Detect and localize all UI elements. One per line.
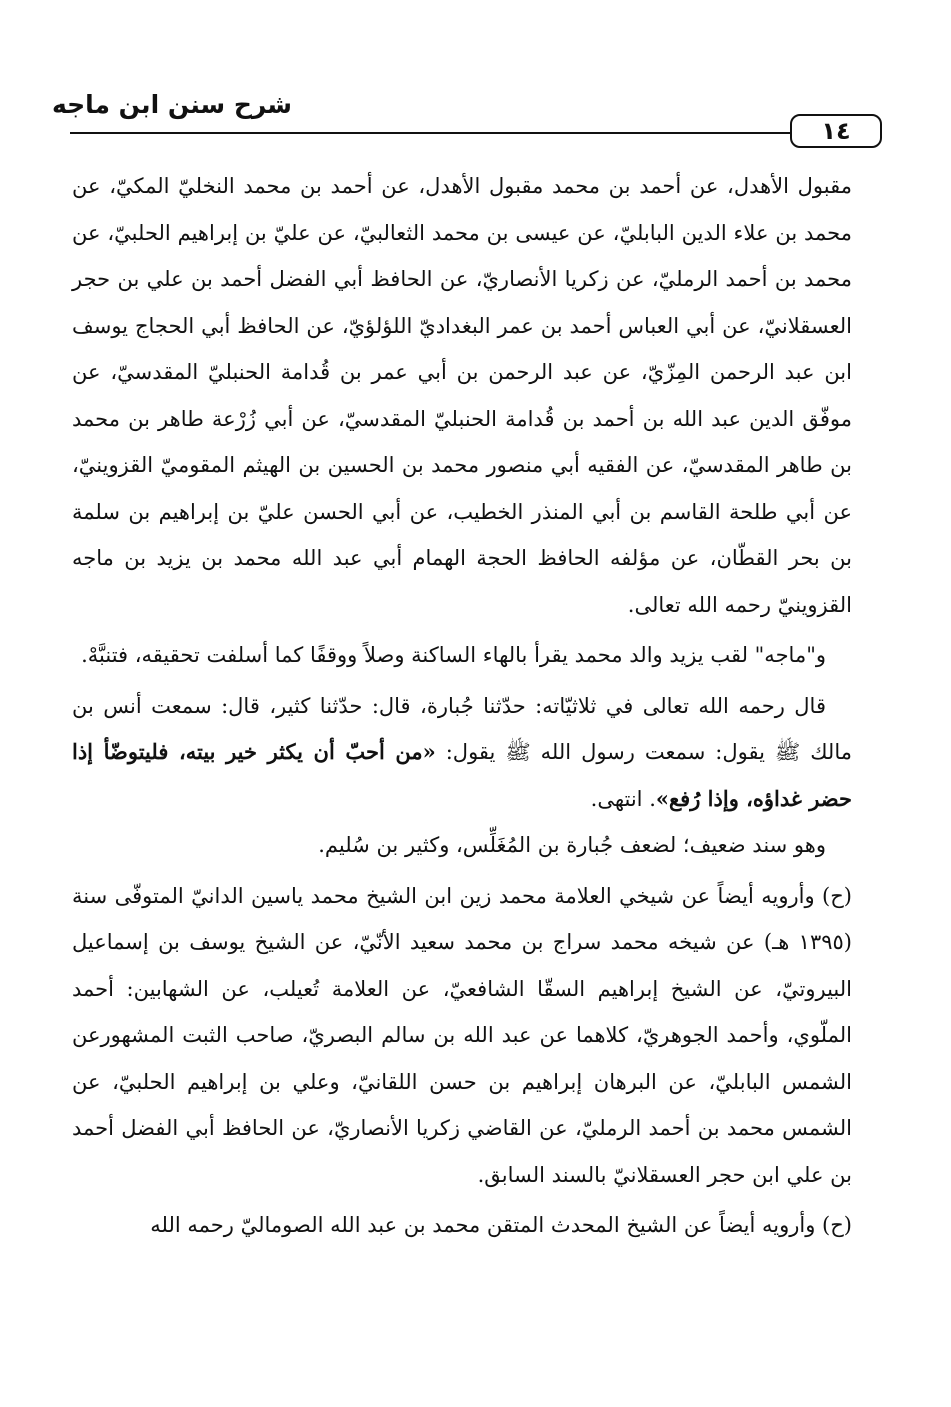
- paragraph-third-chain: (ح) وأرويه أيضاً عن الشيخ المحدث المتقن محمد بن عبد الله الصوماليّ رحمه الله: [150, 1213, 852, 1237]
- page-number: ١٤: [790, 114, 882, 148]
- paragraph-majah-note: و"ماجه" لقب يزيد والد محمد يقرأ بالهاء الساكنة وصلاً ووقفًا كما أسلفت تحقيقه، فتنبَّهْ.: [81, 643, 826, 667]
- running-header: [51, 86, 882, 146]
- hadith-text: «من أحبّ أن يكثر خير بيته، فليتوضّأ إذا حضر غداؤه، وإذا رُفع»: [72, 739, 852, 811]
- page-body: [72, 163, 852, 1249]
- hadith-end: . انتهى.: [590, 786, 656, 811]
- header-rule: [70, 132, 792, 134]
- paragraph-chain-of-narration: مقبول الأهدل، عن أحمد بن محمد مقبول الأهدل، عن أحمد بن محمد النخليّ المكيّ، عن محمد بن علاء الدين البابليّ، عن عيسى بن محمد الثعالبيّ، عن عليّ بن إبراهيم الحلبيّ، عن محمد بن أحمد الرمليّ، عن زكريا الأنصاريّ، عن الحافظ أبي الفضل أحمد بن علي بن حجر العسقلانيّ، عن أبي العباس أحمد بن عمر البغداديّ اللؤلؤيّ، عن الحافظ أبي الحجاج يوسف ابن عبد الرحمن المِزّيّ، عن عبد الرحمن بن أبي عمر بن قُدامة الحنبليّ المقدسيّ، عن موفّق الدين عبد الله بن أحمد بن قُدامة الحنبليّ المقدسيّ، عن أبي زُرْعة طاهر بن محمد بن طاهر المقدسيّ، عن الفقيه أبي منصور محمد بن الحسين بن الهيثم المقوميّ القزوينيّ، عن أبي طلحة القاسم بن أبي المنذر الخطيب، عن أبي الحسن عليّ بن إبراهيم بن سلمة بن بحر القطّان، عن مؤلفه الحافظ الحجة الهمام أبي عبد الله محمد بن يزيد بن ماجه القزوينيّ رحمه الله تعالى.: [72, 174, 852, 617]
- hadith-intro: قال رحمه الله تعالى في ثلاثيّاته: حدّثنا جُبارة، قال: حدّثنا كثير، قال: سمعت أنس بن مالك ﷺ يقول: سمعت رسول الله ﷺ يقول:: [72, 693, 852, 764]
- paragraph-weakness-note: وهو سند ضعيف؛ لضعف جُبارة بن المُغَلِّس، وكثير بن سُليم.: [318, 833, 826, 857]
- paragraph-hadith: [72, 683, 852, 823]
- book-title: شرح سنن ابن ماجه: [51, 90, 292, 119]
- paragraph-second-chain: (ح) وأرويه أيضاً عن شيخي العلامة محمد زين ابن الشيخ محمد ياسين الدانيّ المتوفّى سنة (١٣٩٥ هـ) عن شيخه محمد سراج بن محمد سعيد الأنّيّ، عن الشيخ يوسف بن إسماعيل البيروتيّ، عن الشيخ إبراهيم السقّا الشافعيّ، عن العلامة تُعيلب، عن الشهابين: أحمد الملّوي، وأحمد الجوهريّ، كلاهما عن عبد الله بن سالم البصريّ، صاحب الثبت المشهورعن الشمس البابليّ، عن البرهان إبراهيم بن حسن اللقانيّ، وعلي بن إبراهيم الحلبيّ، عن الشمس محمد بن أحمد الرمليّ، عن القاضي زكريا الأنصاريّ، عن الحافظ أبي الفضل أحمد بن علي ابن حجر العسقلانيّ بالسند السابق.: [72, 883, 852, 1187]
